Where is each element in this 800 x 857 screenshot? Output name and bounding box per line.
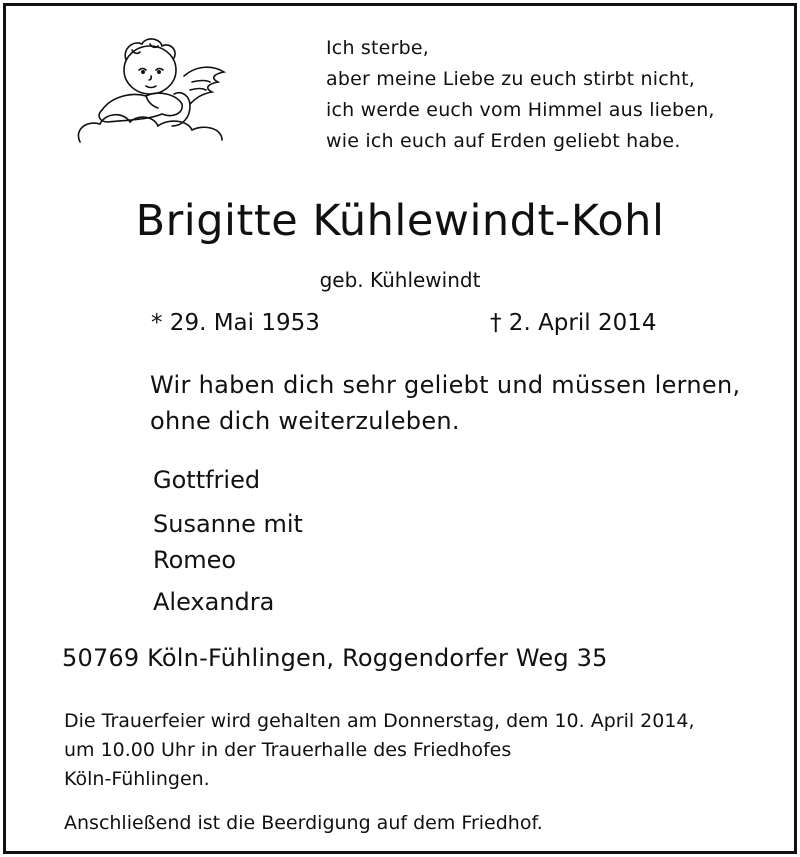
quote-line: Wir haben dich sehr geliebt und müssen lernen, — [150, 371, 741, 399]
birth-date: * 29. Mai 1953 — [151, 310, 320, 336]
farewell-quote — [150, 367, 740, 439]
mourners-list — [153, 462, 303, 620]
poem-verse — [326, 33, 715, 157]
funeral-service-notice — [64, 707, 695, 794]
poem-line: Ich sterbe, — [326, 37, 429, 59]
service-line: Köln-Fühlingen. — [64, 768, 210, 790]
poem-line: ich werde euch vom Himmel aus lieben, — [326, 99, 715, 121]
maiden-name: geb. Kühlewindt — [319, 268, 481, 292]
death-date: † 2. April 2014 — [490, 310, 657, 336]
mourner-name: Romeo — [153, 546, 237, 574]
quote-line: ohne dich weiterzuleben. — [150, 407, 460, 435]
poem-line: aber meine Liebe zu euch stirbt nicht, — [326, 68, 696, 90]
deceased-name: Brigitte Kühlewindt-Kohl — [135, 196, 665, 246]
mourner-name: Susanne mit — [153, 510, 303, 538]
service-line: um 10.00 Uhr in der Trauerhalle des Friedhofes — [64, 739, 512, 761]
burial-notice: Anschließend ist die Beerdigung auf dem Friedhof. — [64, 812, 543, 834]
mourner-name: Alexandra — [153, 588, 275, 616]
service-line: Die Trauerfeier wird gehalten am Donnerstag, dem 10. April 2014, — [64, 710, 695, 732]
mourner-name: Gottfried — [153, 466, 261, 494]
poem-line: wie ich euch auf Erden geliebt habe. — [326, 130, 681, 152]
family-address: 50769 Köln-Fühlingen, Roggendorfer Weg 35 — [62, 644, 608, 672]
angel-cherub-icon — [72, 30, 262, 150]
